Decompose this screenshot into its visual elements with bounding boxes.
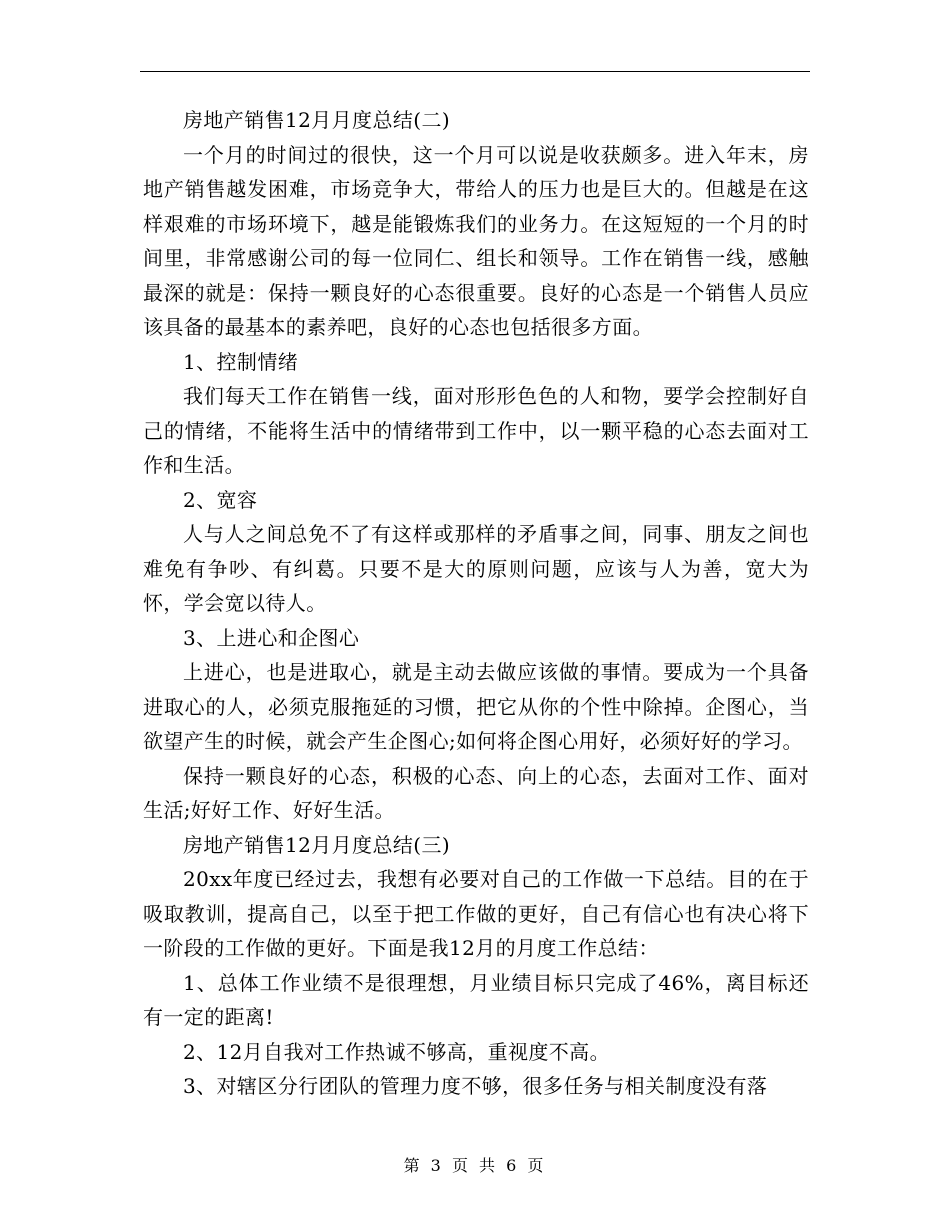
list-item: 1、总体工作业绩不是很理想，月业绩目标只完成了46%，离目标还有一定的距离!	[143, 970, 809, 1029]
list-item: 3、对辖区分行团队的管理力度不够，很多任务与相关制度没有落	[183, 1074, 768, 1098]
paragraph: 20xx年度已经过去，我想有必要对自己的工作做一下总结。目的在于吸取教训，提高自己，以至于把工作做的更好，自己有信心也有决心将下一阶段的工作做的更好。下面是我12月的月度工作总结：	[143, 867, 809, 960]
page-number-footer: 第 3 页 共 6 页	[403, 1156, 547, 1175]
paragraph: 人与人之间总免不了有这样或那样的矛盾事之间，同事、朋友之间也难免有争吵、有纠葛。只要不是大的原则问题，应该与人为善，宽大为怀，学会宽以待人。	[143, 522, 809, 615]
document-body	[143, 103, 809, 1104]
paragraph: 我们每天工作在销售一线，面对形形色色的人和物，要学会控制好自己的情绪，不能将生活中的情绪带到工作中，以一颗平稳的心态去面对工作和生活。	[143, 384, 809, 477]
list-heading: 3、上进心和企图心	[183, 625, 360, 650]
paragraph: 一个月的时间过的很快，这一个月可以说是收获颇多。进入年末，房地产销售越发困难，市场竞争大，带给人的压力也是巨大的。但越是在这样艰难的市场环境下，越是能锻炼我们的业务力。在这短短的一个月的时间里，非常感谢公司的每一位同仁、组长和领导。工作在销售一线，感触最深的就是：保持一颗良好的心态很重要。良好的心态是一个销售人员应该具备的最基本的素养吧，良好的心态也包括很多方面。	[143, 142, 809, 339]
list-heading: 1、控制情绪	[183, 349, 299, 374]
section-title: 房地产销售12月月度总结(三)	[183, 832, 451, 857]
list-heading: 2、宽容	[183, 487, 258, 512]
paragraph: 上进心，也是进取心，就是主动去做应该做的事情。要成为一个具备进取心的人，必须克服拖延的习惯，把它从你的个性中除掉。企图心，当欲望产生的时候，就会产生企图心;如何将企图心用好，必须好好的学习。	[143, 660, 809, 753]
list-item: 2、12月自我对工作热诚不够高，重视度不高。	[183, 1039, 610, 1064]
header-rule	[140, 71, 810, 72]
section-title: 房地产销售12月月度总结(二)	[183, 108, 451, 132]
paragraph: 保持一颗良好的心态，积极的心态、向上的心态，去面对工作、面对生活;好好工作、好好生活。	[143, 763, 809, 822]
